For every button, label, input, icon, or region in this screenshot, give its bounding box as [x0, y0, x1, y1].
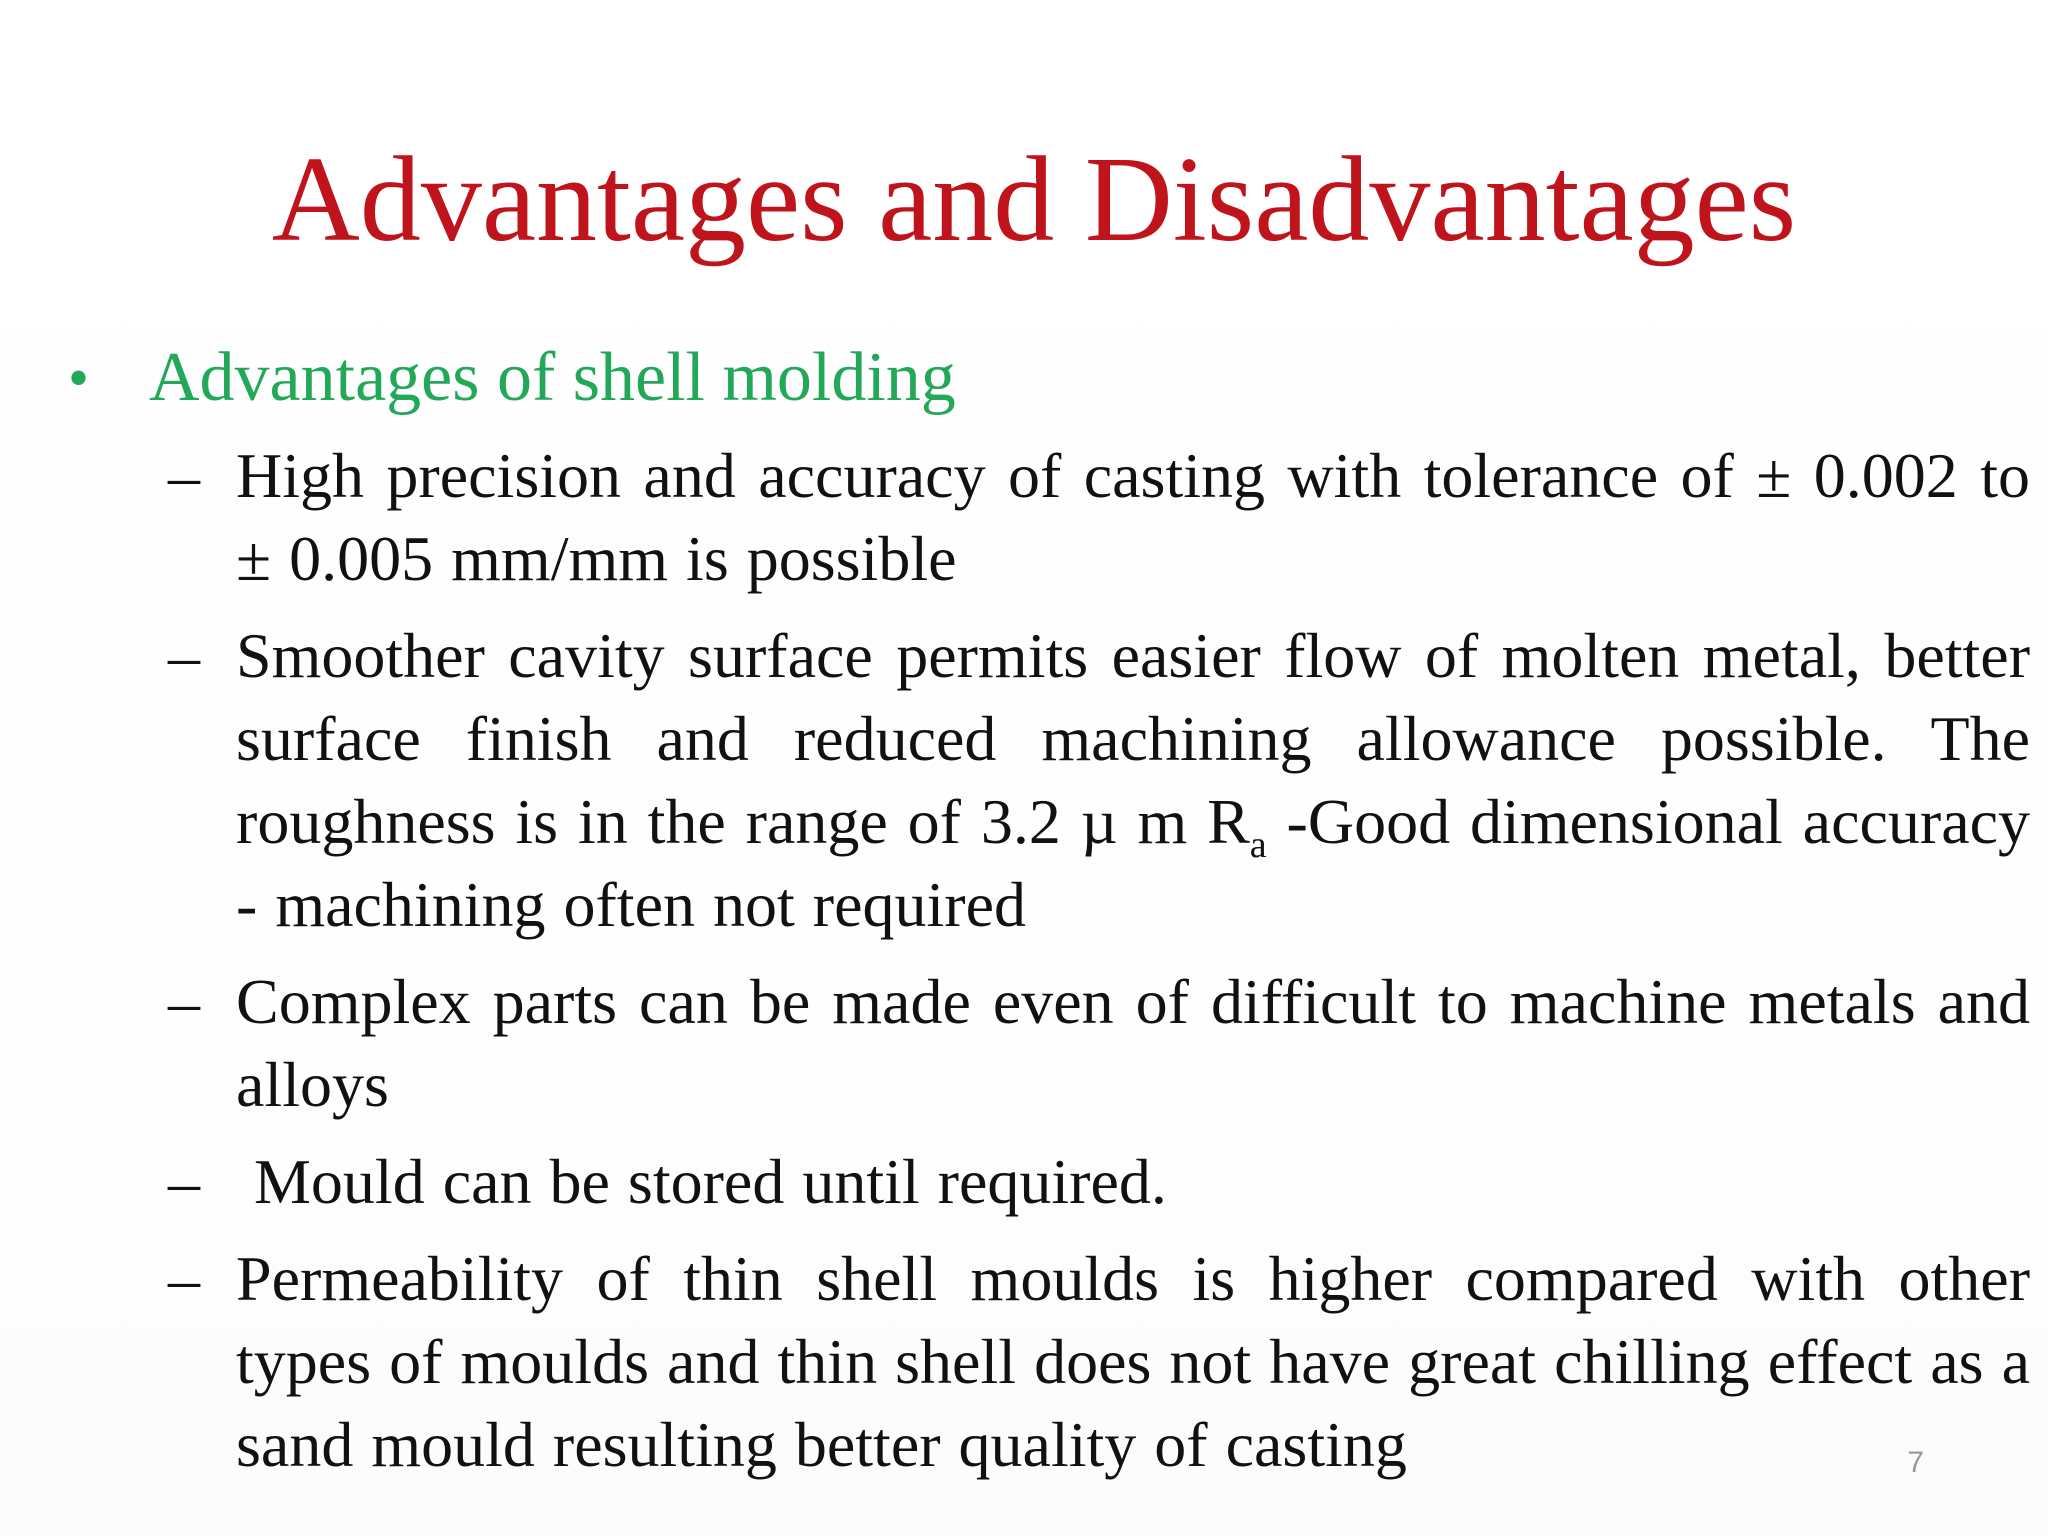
list-item — [168, 1140, 2030, 1223]
list-item-text-tail: -Good dimensional accuracy - machining often not required — [236, 786, 2031, 940]
list-item-text — [236, 614, 2030, 946]
list-item-text-main: Smoother cavity surface permits easier flow of molten metal, better surface finish and reduced machining allowance possible. The roughness is in the range of 3.2 µ m R — [236, 620, 2030, 857]
bullet-label: Advantages of shell molding — [149, 339, 956, 416]
advantages-list — [168, 434, 2030, 1500]
bullet-dot-icon: • — [68, 345, 90, 411]
list-item-text: Complex parts can be made even of difficult to machine metals and alloys — [236, 966, 2030, 1120]
dash-icon: – — [168, 620, 200, 691]
list-item — [168, 1237, 2030, 1486]
list-item — [168, 434, 2030, 600]
dash-icon: – — [168, 1146, 200, 1217]
list-item-text: Permeability of thin shell moulds is higher compared with other types of moulds and thin shell does not have great chilling effect as a sand mould resulting better quality of casting — [236, 1243, 2030, 1480]
bullet-advantages — [68, 338, 956, 418]
page-number: 7 — [1907, 1446, 1924, 1479]
roughness-subscript: a — [1249, 824, 1267, 866]
list-item-text: Mould can be stored until required. — [254, 1146, 1167, 1217]
dash-icon: – — [168, 440, 200, 511]
dash-icon: – — [168, 966, 200, 1037]
list-item — [168, 960, 2030, 1126]
list-item-text: High precision and accuracy of casting with tolerance of ± 0.002 to ± 0.005 mm/mm is possible — [236, 440, 2030, 594]
dash-icon: – — [168, 1243, 200, 1314]
list-item — [168, 614, 2030, 946]
slide-title: Advantages and Disadvantages — [271, 132, 1797, 267]
